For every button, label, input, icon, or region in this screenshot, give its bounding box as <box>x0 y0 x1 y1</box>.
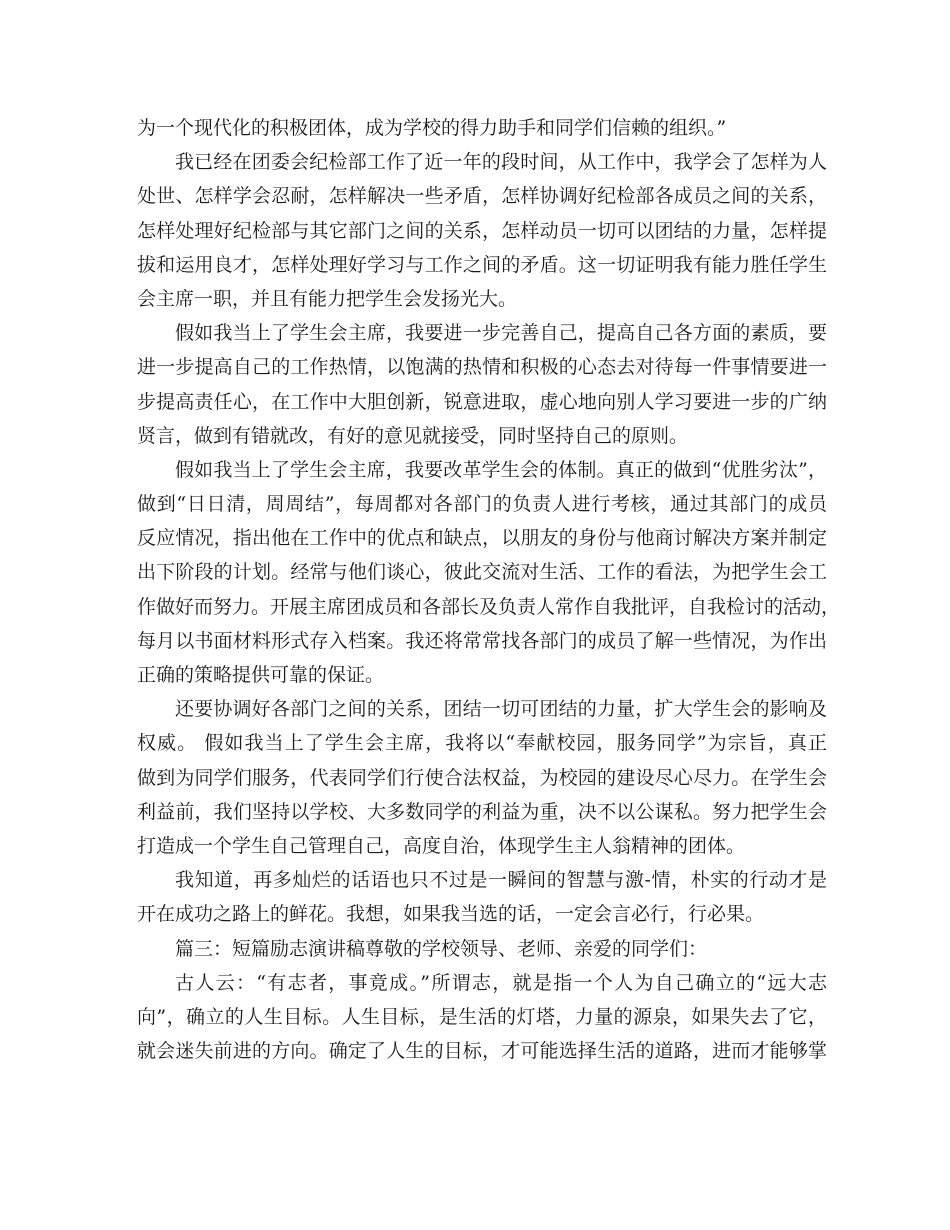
document-body <box>137 111 841 1068</box>
text-line: 每月以书面材料形式存入档案。我还将常常找各部门的成员了解一些情况，为作出 <box>137 629 827 652</box>
text-line: 进一步提高自己的工作热情，以饱满的热情和积极的心态去对待每一件事情要进一 <box>137 356 827 379</box>
text-line: 篇三：短篇励志演讲稿尊敬的学校领导、老师、亲爱的同学们： <box>175 937 708 960</box>
text-line: 向”，确立的人生目标。人生目标，是生活的灯塔，力量的源泉，如果失去了它， <box>137 1005 827 1028</box>
text-line: 做到“日日清，周周结”，每周都对各部门的负责人进行考核，通过其部门的成员 <box>137 493 827 516</box>
text-line: 假如我当上了学生会主席，我要改革学生会的体制。真正的做到“优胜劣汰”， <box>175 458 827 481</box>
text-line: 贤言，做到有错就改，有好的意见就接受，同时坚持自己的原则。 <box>137 424 689 447</box>
text-line: 处世、怎样学会忍耐，怎样解决一些矛盾，怎样协调好纪检部各成员之间的关系， <box>137 185 827 208</box>
text-line: 步提高责任心，在工作中大胆创新，锐意进取，虚心地向别人学习要进一步的广纳 <box>137 390 827 413</box>
text-line: 打造成一个学生自己管理自己，高度自治，体现学生主人翁精神的团体。 <box>137 834 746 857</box>
text-line: 古人云：“有志者，事竟成。”所谓志，就是指一个人为自己确立的“远大志 <box>175 971 827 994</box>
text-line: 权威。 假如我当上了学生会主席，我将以“奉献校园，服务同学”为宗旨，真正 <box>137 732 827 755</box>
text-line: 利益前，我们坚持以学校、大多数同学的利益为重，决不以公谋私。努力把学生会 <box>137 800 827 823</box>
text-line: 拔和运用良才，怎样处理好学习与工作之间的矛盾。这一切证明我有能力胜任学生 <box>137 253 827 276</box>
text-line: 我知道，再多灿烂的话语也只不过是一瞬间的智慧与激-情，朴实的行动才是 <box>175 869 827 892</box>
text-line: 怎样处理好纪检部与其它部门之间的关系，怎样动员一切可以团结的力量，怎样提 <box>137 219 827 242</box>
text-line: 做到为同学们服务，代表同学们行使合法权益，为校园的建设尽心尽力。在学生会 <box>137 766 827 789</box>
text-line: 正确的策略提供可靠的保证。 <box>137 664 385 686</box>
text-line: 会主席一职，并且有能力把学生会发扬光大。 <box>137 287 518 310</box>
text-line: 出下阶段的计划。经常与他们谈心，彼此交流对生活、工作的看法，为把学生会工 <box>137 561 827 584</box>
text-line: 反应情况，指出他在工作中的优点和缺点，以朋友的身份与他商讨解决方案并制定 <box>137 527 827 550</box>
text-line: 还要协调好各部门之间的关系，团结一切可团结的力量，扩大学生会的影响及 <box>175 698 827 721</box>
text-line: 就会迷失前进的方向。确定了人生的目标，才可能选择生活的道路，进而才能够掌 <box>137 1040 827 1063</box>
text-line: 我已经在团委会纪检部工作了近一年的段时间，从工作中，我学会了怎样为人 <box>175 151 827 174</box>
text-line: 开在成功之路上的鲜花。我想，如果我当选的话，一定会言必行，行必果。 <box>137 903 765 926</box>
text-line: 作做好而努力。开展主席团成员和各部长及负责人常作自我批评，自我检讨的活动， <box>137 595 841 618</box>
text-line: 为一个现代化的积极团体，成为学校的得力助手和同学们信赖的组织。” <box>137 117 727 139</box>
text-line: 假如我当上了学生会主席，我要进一步完善自己，提高自己各方面的素质，要 <box>175 322 827 345</box>
